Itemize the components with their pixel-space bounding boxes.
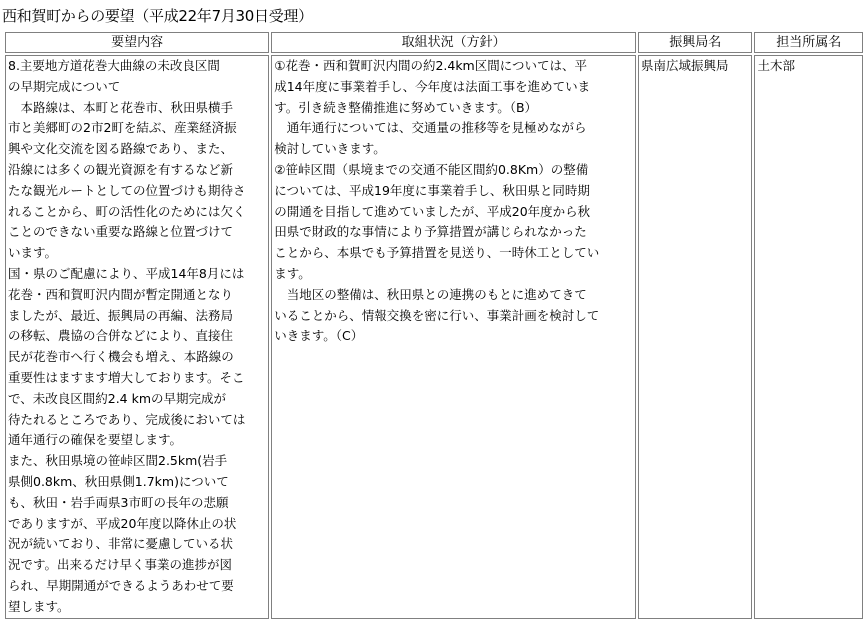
text-line: 当地区の整備は、秋田県との連携のもとに進めてきて [274, 286, 587, 302]
header-status-policy: 取組状況（方針） [271, 32, 636, 53]
table-row [5, 55, 863, 619]
text-line: ましたが、最近、振興局の再編、法務局 [8, 307, 234, 323]
text-line: たな観光ルートとしての位置づけも期待さ [8, 182, 246, 198]
text-line: ①花巻・西和賀町沢内間の約2.4km区間については、平 [274, 58, 587, 73]
text-line: いることから、情報交換を密に行い、事業計画を検討して [274, 307, 600, 323]
text-line: られ、早期開通ができるようあわせて要 [8, 577, 234, 593]
text-line: ことから、本県でも予算措置を見送り、一時休工としてい [274, 245, 600, 261]
request-table [3, 30, 865, 621]
bureau-name-cell: 県南広域振興局 [638, 55, 753, 619]
department-name-cell: 土木部 [754, 55, 863, 619]
text-line: 興や文化交流を図る路線であり、また、 [8, 141, 234, 157]
text-line: 沿線には多くの観光資源を有するなど新 [8, 161, 234, 177]
text-line: については、平成19年度に事業着手し、秋田県と同時期 [274, 182, 590, 198]
text-line: 況です。出来るだけ早く事業の進捗が図 [8, 557, 233, 573]
text-line: 成14年度に事業着手し、今年度は法面工事を進めていま [274, 78, 591, 94]
text-line: いきます。（C） [274, 328, 364, 344]
text-line: います。 [8, 245, 58, 261]
text-line: 本路線は、本町と花巻市、秋田県横手 [8, 99, 234, 115]
text-line: 8.主要地方道花巻大曲線の未改良区間 [8, 58, 220, 73]
text-line: 国・県のご配慮により、平成14年8月には [8, 265, 245, 281]
header-request-content: 要望内容 [5, 32, 269, 53]
text-line: ます。 [274, 265, 311, 281]
text-line: す。引き続き整備推進に努めていきます。（B） [274, 99, 538, 115]
text-line: 民が花巻市へ行く機会も増え、本路線の [8, 349, 234, 365]
text-line: 通年通行の確保を要望します。 [8, 432, 183, 448]
table-header-row [5, 32, 863, 53]
text-line: 田県で財政的な事情により予算措置が講じられなかった [274, 224, 587, 240]
text-line: ②笹峠区間（県境までの交通不能区間約0.8Km）の整備 [274, 161, 589, 177]
text-line: また、秋田県境の笹峠区間2.5km(岩手 [8, 453, 228, 469]
header-bureau-name: 振興局名 [638, 32, 753, 53]
request-content-cell [5, 55, 269, 619]
text-line: 検討していきます。 [274, 141, 386, 157]
text-line: 市と美郷町の2市2町を結ぶ、産業経済振 [8, 120, 237, 136]
text-line: の早期完成について [8, 78, 121, 94]
status-policy-cell [271, 55, 636, 619]
text-line: 況が続いており、非常に憂慮している状 [8, 536, 234, 552]
text-line: 県側0.8km、秋田県側1.7km)について [8, 473, 229, 489]
text-line: 通年通行については、交通量の推移等を見極めながら [274, 120, 587, 136]
text-line: 重要性はますます増大しております。そこ [8, 369, 245, 385]
page-title: 西和賀町からの要望（平成22年7月30日受理） [2, 7, 313, 25]
text-line: 望します。 [8, 598, 70, 614]
text-line: の開通を目指して進めていましたが、平成20年度から秋 [274, 203, 591, 219]
text-line: れることから、町の活性化のためには欠く [8, 203, 246, 219]
text-line: ことのできない重要な路線と位置づけて [8, 224, 234, 240]
text-line: で、未改良区間約2.4 kmの早期完成が [8, 390, 227, 406]
text-line: 待たれるところであり、完成後においては [8, 411, 246, 427]
text-line: 花巻・西和賀町沢内間が暫定開通となり [8, 286, 234, 302]
text-line: の移転、農協の合併などにより、直接住 [8, 328, 234, 344]
text-line: でありますが、平成20年度以降休止の状 [8, 515, 237, 531]
text-line: も、秋田・岩手両県3市町の長年の悲願 [8, 494, 229, 510]
header-department-name: 担当所属名 [754, 32, 863, 53]
